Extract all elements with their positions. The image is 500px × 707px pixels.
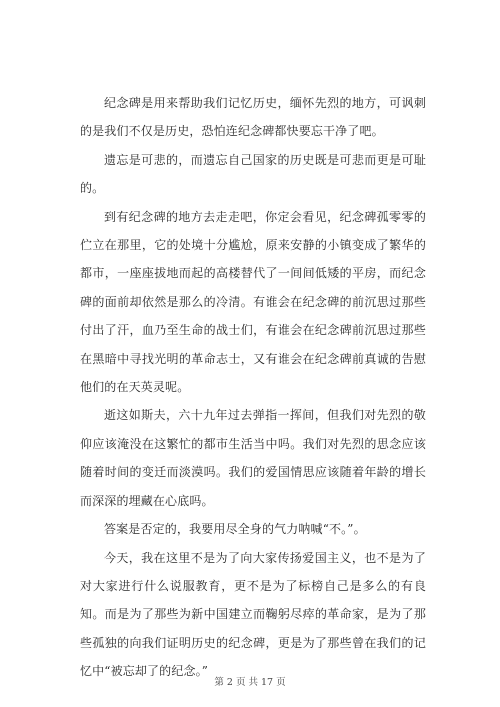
paragraph: 遗忘是可悲的，而遗忘自己国家的历史既是可悲而更是可耻的。 — [80, 152, 426, 196]
paragraph: 逝这如斯夫，六十九年过去弹指一挥间，但我们对先烈的敬仰应该淹没在这繁忙的都市生活当中吗。我们对先烈的思念应该随着时间的变迁而淡漠吗。我们的爱国情思应该随着年龄的增长而深深的埋藏在心底吗。 — [80, 408, 426, 508]
paragraph: 今天，我在这里不是为了向大家传扬爱国主义，也不是为了对大家进行什么说服教育，更不是为了标榜自己是多么的有良知。而是为了那些为新中国建立而鞠躬尽瘁的革命家，是为了那些孤独的向我们证明历史的纪念碑，更是为了那些曾在我们的记忆中“被忘却了的纪念。” — [80, 550, 426, 679]
paragraph: 到有纪念碑的地方去走走吧，你定会看见，纪念碑孤零零的伫立在那里，它的处境十分尴尬，原来安静的小镇变成了繁华的都市，一座座拔地而起的高楼替代了一间间低矮的平房，而纪念碑的面前却依然是那么的冷清。有谁会在纪念碑的前沉思过那些付出了汗，血乃至生命的战士们，有谁会在纪念碑前沉思过那些在黑暗中寻找光明的革命志士，又有谁会在纪念碑前真诚的告慰他们的在天英灵呢。 — [80, 209, 426, 395]
paragraph: 答案是否定的，我要用尽全身的气力呐喊“不。”。 — [104, 522, 366, 537]
body-text — [80, 89, 426, 686]
paragraph: 纪念碑是用来帮助我们记忆历史，缅怀先烈的地方，可讽刺的是我们不仅是历史，恐怕连纪念碑都快要忘干净了吧。 — [80, 96, 426, 139]
page-footer: 第 2 页 共 17 页 — [214, 677, 286, 688]
